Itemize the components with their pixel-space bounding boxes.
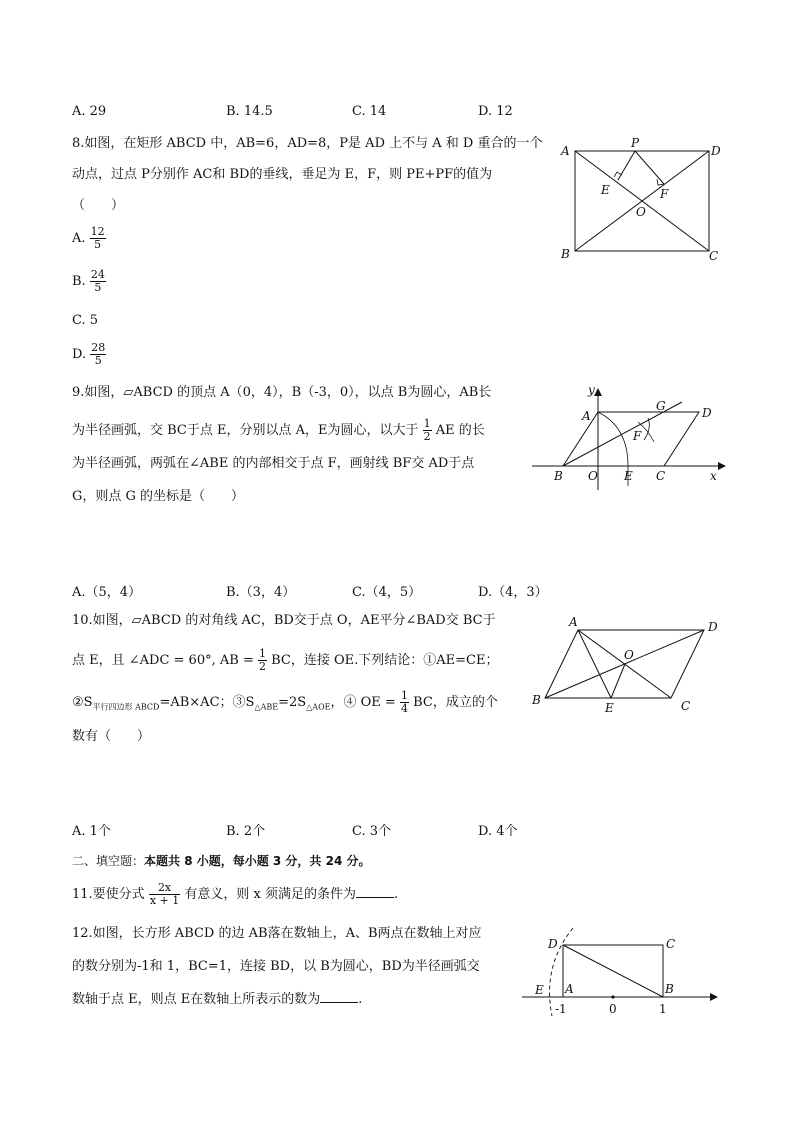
y-axis-arrow <box>594 388 602 396</box>
label-o: O <box>588 469 598 483</box>
label-a: A <box>582 409 591 423</box>
q8-option-c: C. 5 <box>72 313 99 328</box>
q10-parallelogram-figure <box>530 614 725 714</box>
label-c: C <box>709 249 719 263</box>
q9-line-4: G，则点 G 的坐标是（ ） <box>72 489 245 504</box>
label-a: A <box>565 982 574 996</box>
q11-fraction: $\frac{2x}{x + 1}$ <box>149 881 180 907</box>
q9-option-d: D.（4，3） <box>478 585 548 600</box>
q10-option-b: B. 2个 <box>226 824 266 839</box>
q10-fraction-half: $\frac{1}{2}$ <box>258 647 266 673</box>
q10-fraction-quarter: $\frac{1}{4}$ <box>400 689 408 715</box>
q12-line-2: 的数分别为-1和 1，BC=1，连接 BD，以 B为圆心，BD为半径画弧交 <box>72 959 480 974</box>
label-g: G <box>656 399 666 413</box>
q10-options <box>72 820 592 838</box>
origin-dot <box>611 995 614 998</box>
q12-line-1: 12.如图，长方形 ABCD 的边 AB落在数轴上，A、B两点在数轴上对应 <box>72 926 482 941</box>
label-b: B <box>665 982 674 996</box>
q7-option-c: C. 14 <box>352 104 387 119</box>
q12-number-line-figure <box>520 926 725 1018</box>
q10-option-c: C. 3个 <box>352 824 392 839</box>
right-angle-e <box>614 172 622 177</box>
label-p: P <box>631 136 640 150</box>
q11-line: 11.要使分式 $\frac{2x}{x + 1}$ 有意义，则 x 须满足的条件为 . <box>72 881 399 907</box>
q8-rectangle-figure <box>555 132 725 266</box>
q12-answer-blank[interactable] <box>320 990 358 1003</box>
label-c: C <box>656 469 666 483</box>
number-line-arrow <box>710 993 718 1001</box>
q8-option-a-letter: A. <box>72 231 86 246</box>
x-axis-arrow <box>718 462 726 470</box>
label-f: F <box>660 187 669 201</box>
q9-option-b: B.（3，4） <box>226 585 296 600</box>
label-x: x <box>710 469 717 483</box>
segment-pf <box>635 151 664 184</box>
label-e: E <box>605 701 614 714</box>
q8-option-a <box>72 226 106 251</box>
q8-line-1: 8.如图，在矩形 ABCD 中，AB=6，AD=8，P是 AD 上不与 A 和 D 重合的一个 <box>72 136 543 151</box>
q8-option-b-letter: B. <box>72 274 86 289</box>
label-d: D <box>711 144 721 158</box>
q10-option-a: A. 1个 <box>72 824 111 839</box>
label-o: O <box>624 648 634 662</box>
tick-label-0: 0 <box>609 1002 617 1016</box>
q10-line-3: $②S_{平行四边形 ABCD}=AB\times AC$；$③S_{\triangle ABE}=2S_{\triangle AOE}$，④ OE = $\frac{1}{4}$ BC，成立的个 <box>72 689 498 715</box>
tick-label-neg-1: -1 <box>555 1002 567 1016</box>
label-a: A <box>569 615 578 629</box>
q9-coordinate-figure <box>530 382 730 492</box>
label-y: y <box>588 383 595 397</box>
q8-option-d-fraction: $\frac{28}{5}$ <box>91 341 106 367</box>
segment-ae <box>578 630 611 698</box>
label-b: B <box>532 693 541 707</box>
label-c: C <box>681 699 691 713</box>
label-d: D <box>548 937 558 951</box>
q7-option-b: B. 14.5 <box>226 104 273 119</box>
q10-line-4: 数有（ ） <box>72 729 151 744</box>
q7-option-a: A. 29 <box>72 104 107 119</box>
q7-option-d: D. 12 <box>478 104 513 119</box>
q10-line-2: 点 E，且 ∠ADC = 60°, AB = $\frac{1}{2}$ BC，连接 OE.下列结论：①AE=CE； <box>72 647 499 673</box>
q9-option-c: C.（4，5） <box>352 585 422 600</box>
segment-pe <box>618 151 635 180</box>
label-c: C <box>666 937 676 951</box>
q8-option-a-fraction: $\frac{12}{5}$ <box>90 225 105 251</box>
label-b: B <box>561 247 570 261</box>
q9-line-3: 为半径画弧，两弧在∠ABE 的内部相交于点 F，画射线 BF交 AD于点 <box>72 456 475 471</box>
q8-option-d <box>72 342 106 367</box>
q9-line-2: 为半径画弧，交 BC于点 E，分别以点 A，E为圆心，以大于 $\frac{1}{2}$ AE 的长 <box>72 417 485 443</box>
label-b: B <box>554 469 563 483</box>
q10-option-d: D. 4个 <box>478 824 518 839</box>
q10-line-1: 10.如图，▱ABCD 的对角线 AC，BD交于点 O，AE平分∠BAD交 BC于 <box>72 613 496 628</box>
q9-option-a: A.（5，4） <box>72 585 142 600</box>
q9-line-1: 9.如图，▱ABCD 的顶点 A（0，4），B（-3，0），以点 B为圆心，AB长 <box>72 385 492 400</box>
q11-answer-blank[interactable] <box>356 885 394 898</box>
label-e: E <box>601 183 610 197</box>
label-e: E <box>535 983 544 997</box>
q8-option-b-fraction: $\frac{24}{5}$ <box>90 268 105 294</box>
q9-options <box>72 581 592 599</box>
segment-bd <box>563 945 663 997</box>
label-o: O <box>636 205 646 219</box>
label-a: A <box>561 144 570 158</box>
q8-option-d-letter: D. <box>72 347 87 362</box>
q8-line-3: （ ） <box>72 198 125 213</box>
tick-label-1: 1 <box>659 1002 667 1016</box>
q9-fraction-half: $\frac{1}{2}$ <box>423 417 431 443</box>
q7-options <box>72 104 592 122</box>
q8-line-2: 动点，过点 P分别作 AC和 BD的垂线，垂足为 E，F，则 PE+PF的值为 <box>72 167 493 182</box>
q12-line-3: 数轴于点 E，则点 E在数轴上所表示的数为 . <box>72 992 363 1007</box>
q8-option-b <box>72 269 106 294</box>
label-e: E <box>624 469 633 483</box>
label-d: D <box>708 620 718 634</box>
section-2-heading: 二、填空题：本题共 8 小题，每小题 3 分，共 24 分。 <box>72 854 371 868</box>
label-d: D <box>702 406 712 420</box>
label-f: F <box>633 429 642 443</box>
